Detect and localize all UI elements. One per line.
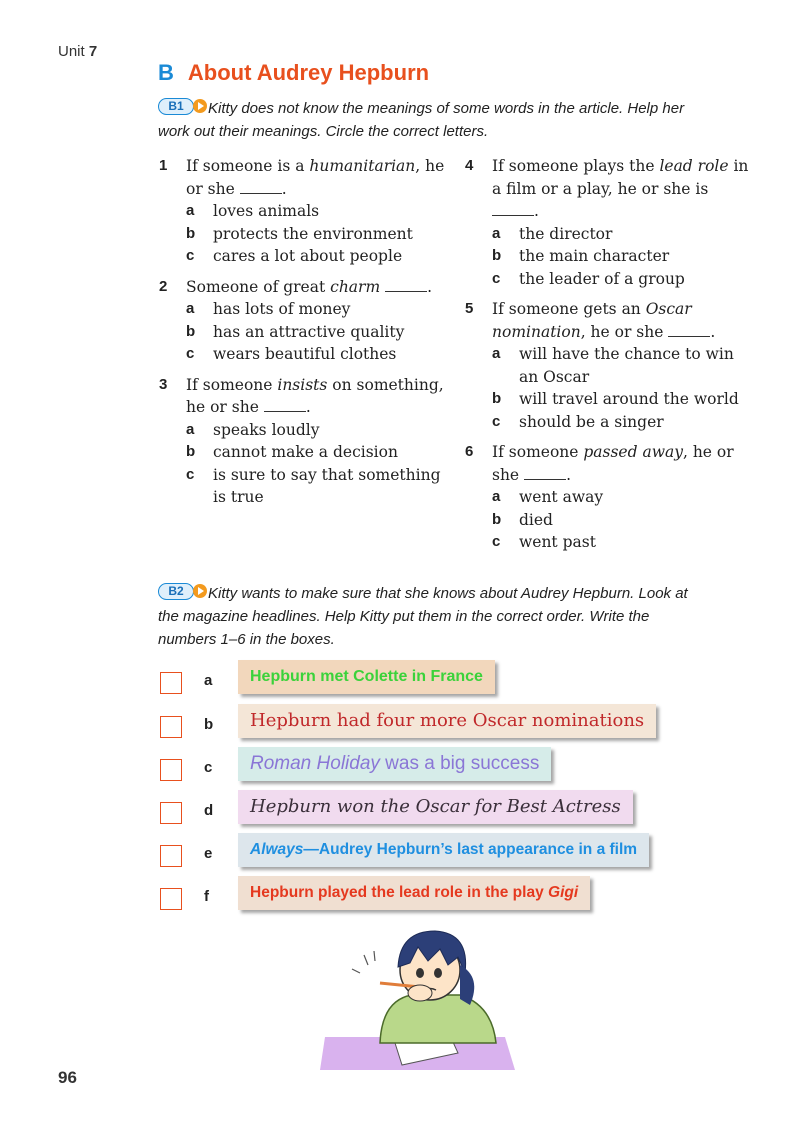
option-text: wears beautiful clothes: [213, 345, 397, 363]
question-number: 2: [159, 277, 168, 295]
question-text: , he or she: [186, 157, 445, 198]
question-number: 5: [465, 300, 474, 317]
option[interactable]: [186, 298, 449, 321]
answer-blank: [240, 181, 282, 194]
b1-badge: [158, 98, 202, 115]
b2-instruction: [158, 582, 758, 651]
answer-blank: [524, 467, 566, 480]
question-text: in a film or a play, he or she is: [492, 157, 749, 198]
section-letter: B: [158, 60, 174, 85]
option[interactable]: [492, 509, 755, 532]
headline-text: Hepburn played the lead role in the play: [250, 884, 549, 901]
option-text: will have the chance to win an Oscar: [519, 345, 734, 386]
question-text: If someone: [186, 375, 278, 394]
headline-letter: e: [204, 845, 213, 862]
option-letter: c: [492, 269, 501, 287]
option-text: went away: [519, 488, 604, 506]
answer-blank: [264, 399, 306, 412]
option[interactable]: [186, 223, 449, 246]
section-name: About Audrey Hepburn: [187, 60, 430, 85]
option-letter: c: [492, 412, 501, 430]
question-text: on something, he or she: [186, 375, 444, 416]
sweater-shape: [380, 995, 496, 1043]
option-text: cares a lot about people: [213, 247, 403, 265]
question-text: , he or she: [580, 322, 664, 341]
option[interactable]: [186, 464, 449, 509]
option[interactable]: [492, 411, 755, 434]
option-text: the main character: [519, 247, 670, 265]
option[interactable]: [492, 268, 755, 291]
headline-letter: b: [204, 716, 214, 733]
headline-text: Hepburn won the Oscar for Best Actress: [250, 796, 621, 817]
b2-instruction-line3: numbers 1–6 in the boxes.: [158, 631, 335, 648]
question-number: 6: [465, 443, 474, 460]
option[interactable]: [186, 419, 449, 442]
option[interactable]: [186, 200, 449, 223]
question-text: If someone is a: [186, 157, 310, 175]
headline-italic-text: Roman Holiday: [250, 753, 380, 774]
question-3: 3 If someone insists on something, he or she . a speaks loudly b cannot make a decision c is sure to say that something is true: [159, 374, 449, 509]
answer-blank: [668, 324, 710, 337]
answer-blank: [385, 279, 427, 292]
option[interactable]: [492, 223, 755, 246]
question-number: 1: [159, 157, 168, 174]
question-2: 2 Someone of great charm . a has lots of money b has an attractive quality c wears beautiful clothes: [159, 276, 449, 366]
option-letter: a: [186, 202, 195, 219]
headline-text: —Audrey Hepburn’s last appearance in a film: [303, 841, 638, 858]
option[interactable]: [186, 321, 449, 344]
section-title: [158, 60, 429, 86]
option[interactable]: [492, 531, 755, 554]
option-letter: a: [492, 224, 501, 242]
option-text: protects the environment: [213, 224, 413, 243]
hand-shape: [408, 985, 432, 1001]
option-letter: c: [492, 533, 501, 550]
question-5: 5 If someone gets an Oscar nomination, he or she . a will have the chance to win an Oscar b will travel around the world c should be a singer: [465, 298, 755, 433]
question-text: If someone gets an: [492, 300, 646, 318]
kitty-thinking-illustration: [320, 925, 520, 1075]
answer-box[interactable]: [160, 759, 182, 781]
option-text: loves animals: [213, 202, 320, 220]
option-letter: a: [492, 488, 501, 505]
headline-letter: d: [204, 802, 214, 819]
question-text: Someone of great: [186, 277, 331, 296]
option-text: died: [519, 510, 553, 529]
answer-box[interactable]: [160, 845, 182, 867]
headline-letter: f: [204, 888, 209, 905]
option-text: has an attractive quality: [213, 322, 405, 341]
unit-text: Unit: [58, 43, 85, 60]
eye-left: [416, 968, 424, 978]
option-letter: b: [186, 224, 196, 242]
option-letter: b: [186, 443, 196, 460]
option-text: cannot make a decision: [213, 443, 398, 461]
eye-right: [434, 968, 442, 978]
page-number: 96: [58, 1068, 77, 1087]
headline-letter: c: [204, 759, 213, 776]
answer-box[interactable]: [160, 888, 182, 910]
question-text: , he or she: [492, 443, 734, 484]
b1-instruction-line1: Kitty does not know the meanings of some words in the article. Help her: [208, 100, 685, 117]
b1-instruction: [158, 97, 758, 143]
b1-badge-label: B1: [158, 98, 194, 115]
question-term: lead role: [659, 157, 729, 175]
question-6: 6 If someone passed away, he or she . a went away b died c went past: [465, 441, 755, 554]
option[interactable]: [186, 343, 449, 366]
option-letter: a: [186, 300, 195, 317]
option-letter: c: [186, 247, 195, 264]
b2-instruction-line2: the magazine headlines. Help Kitty put them in the correct order. Write the: [158, 608, 650, 625]
option-letter: b: [492, 510, 502, 528]
option[interactable]: [186, 245, 449, 268]
questions-left-column: [159, 155, 449, 517]
answer-box[interactable]: [160, 672, 182, 694]
question-number: 3: [159, 375, 168, 393]
option-text: speaks loudly: [213, 420, 320, 439]
b2-badge: [158, 583, 202, 600]
question-number: 4: [465, 157, 474, 174]
option-letter: a: [186, 420, 195, 438]
headline-strip: [238, 660, 495, 694]
question-term: humanitarian: [309, 157, 416, 175]
question-term: insists: [277, 375, 328, 394]
b2-instruction-line1: Kitty wants to make sure that she knows about Audrey Hepburn. Look at: [208, 585, 688, 602]
option-text: the director: [519, 224, 613, 243]
headline-strip: [238, 833, 649, 867]
option[interactable]: [492, 486, 755, 509]
option-text: is sure to say that something is true: [213, 465, 441, 506]
question-term: passed away: [583, 443, 683, 461]
option-text: will travel around the world: [519, 390, 739, 408]
option-letter: a: [492, 345, 501, 362]
play-arrow-icon: [193, 99, 207, 113]
option-text: should be a singer: [519, 412, 664, 431]
question-4: 4 If someone plays the lead role in a film or a play, he or she is . a the director b the main character c the leader of a group: [465, 155, 755, 290]
question-1: 1 If someone is a humanitarian, he or she . a loves animals b protects the environment c cares a lot about people: [159, 155, 449, 268]
option-letter: b: [492, 247, 502, 264]
questions-right-column: [465, 155, 755, 562]
option[interactable]: [186, 441, 449, 464]
question-term: Oscar nomination: [492, 300, 692, 341]
thinking-lines: [352, 951, 375, 973]
option[interactable]: [492, 343, 755, 388]
headline-strip: [238, 876, 590, 910]
option-text: the leader of a group: [519, 269, 685, 288]
ponytail-shape: [460, 965, 474, 1005]
answer-box[interactable]: [160, 716, 182, 738]
headline-strip: [238, 704, 656, 738]
headline-letter: a: [204, 672, 213, 689]
unit-number: 7: [88, 43, 98, 60]
headline-text: Hepburn met Colette in France: [250, 668, 483, 685]
headline-text: Hepburn had four more Oscar nominations: [250, 710, 645, 731]
option-letter: b: [492, 390, 502, 407]
headline-italic-text: Always: [250, 841, 304, 858]
question-text: If someone plays the: [492, 157, 660, 175]
answer-blank: [492, 203, 534, 216]
headline-text: was a big success: [379, 753, 540, 774]
option-text: has lots of money: [213, 300, 351, 318]
option-letter: c: [186, 345, 195, 362]
b1-instruction-line2: work out their meanings. Circle the correct letters.: [158, 123, 489, 140]
option-text: went past: [519, 533, 596, 551]
question-text: If someone: [492, 443, 584, 461]
option[interactable]: [492, 245, 755, 268]
option-letter: b: [186, 322, 196, 340]
play-arrow-icon: [193, 584, 207, 598]
question-term: charm: [330, 277, 381, 296]
headline-strip: [238, 747, 551, 781]
unit-label: [58, 43, 97, 60]
option-letter: c: [186, 465, 195, 483]
headline-italic-text: Gigi: [548, 884, 579, 901]
option[interactable]: [492, 388, 755, 411]
headline-strip: [238, 790, 633, 824]
answer-box[interactable]: [160, 802, 182, 824]
b2-badge-label: B2: [158, 583, 194, 600]
